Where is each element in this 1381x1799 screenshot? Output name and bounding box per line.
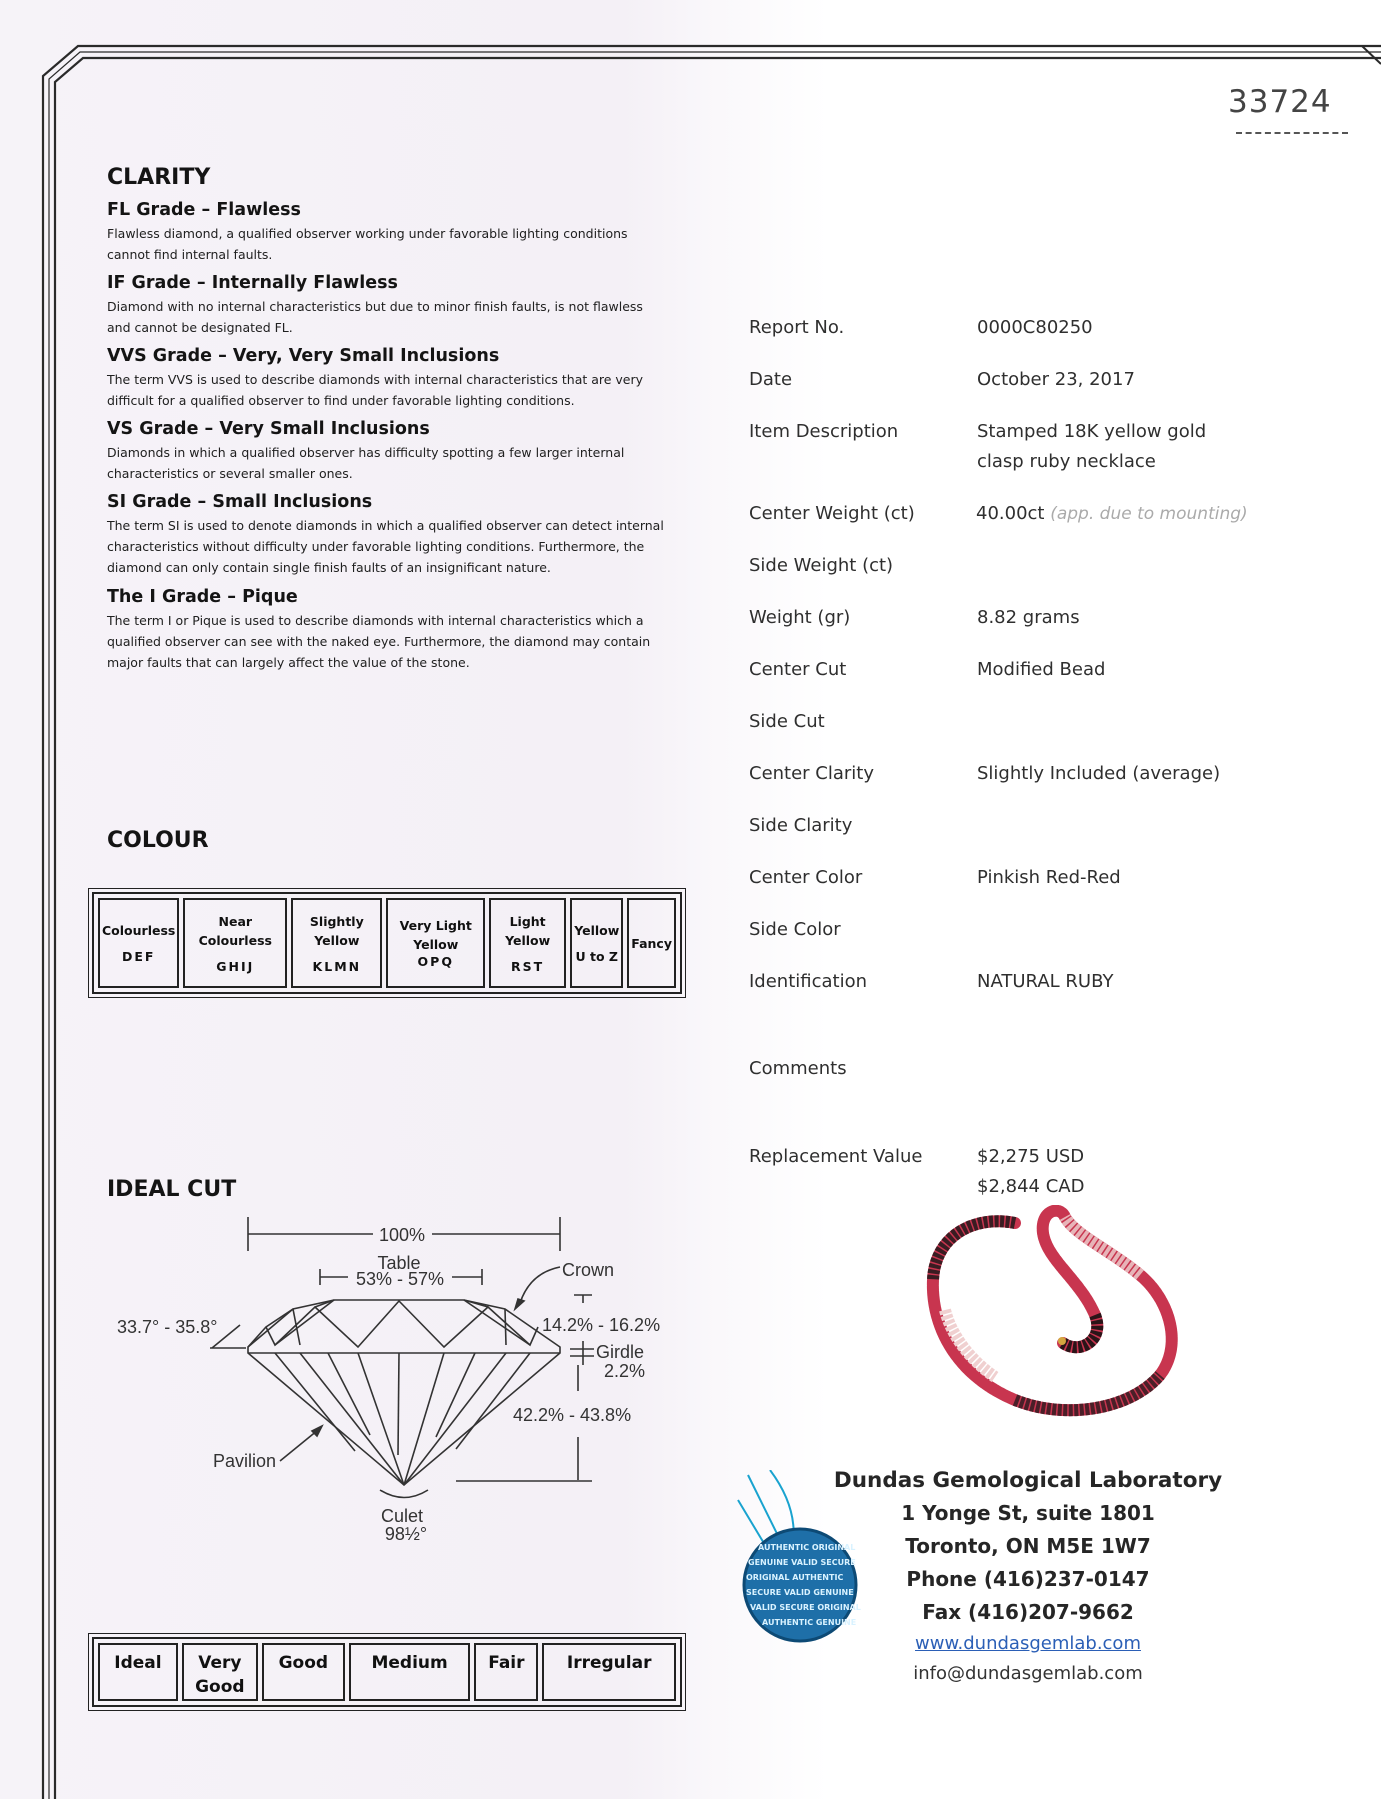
grade-description: Flawless diamond, a qualified observer working under favorable lighting conditions cannot find internal faults. (107, 226, 628, 262)
colour-cell (570, 898, 623, 988)
colour-cell (627, 898, 676, 988)
row-label: Weight (gr) (749, 607, 851, 628)
crown-height: 14.2% - 16.2% (542, 1315, 661, 1335)
table-label: Table (377, 1253, 421, 1273)
row-label: Side Cut (749, 711, 825, 732)
value-cad: $2,844 CAD (977, 1176, 1085, 1197)
table-range: 53% - 57% (355, 1269, 445, 1289)
row-value (977, 1142, 1084, 1202)
lab-website-link[interactable]: www.dundasgemlab.com (915, 1633, 1141, 1654)
clarity-grade-fl (107, 200, 687, 265)
value-line-1: Stamped 18K yellow gold (977, 421, 1207, 442)
row-label: Side Weight (ct) (749, 555, 894, 576)
colour-letters: DEF (121, 949, 156, 964)
crown-angle: 33.7° - 35.8° (117, 1317, 218, 1337)
clarity-grade-if (107, 273, 687, 338)
colour-letters: RST (511, 958, 545, 974)
value-text: 40.00ct (976, 503, 1045, 524)
cut-grade-cell: Very Good (182, 1643, 258, 1701)
hologram-text: ORIGINAL AUTHENTIC (746, 1573, 844, 1582)
lab-name: Dundas Gemological Laboratory (833, 1468, 1223, 1493)
row-value: October 23, 2017 (977, 369, 1135, 390)
hologram-text: GENUINE VALID SECURE (748, 1558, 856, 1567)
clarity-grade-si (107, 492, 687, 578)
pavilion-label: Pavilion (213, 1451, 277, 1471)
row-label: Replacement Value (749, 1146, 923, 1167)
colour-letters: GHIJ (216, 958, 255, 974)
hologram-text: AUTHENTIC GENUINE (762, 1618, 857, 1627)
colour-name: Yellow (574, 923, 620, 938)
row-label: Side Clarity (749, 815, 853, 836)
width-label: 100% (378, 1225, 426, 1245)
clarity-grade-vvs (107, 346, 687, 411)
colour-name: Slightly Yellow (309, 913, 364, 948)
lab-fax: Fax (416)207-9662 (922, 1600, 1134, 1624)
colour-cell (98, 898, 179, 988)
culet-label: Culet (380, 1506, 424, 1526)
girdle-label: Girdle (596, 1342, 645, 1362)
row-label: Comments (749, 1058, 847, 1079)
grade-description: The term I or Pique is used to describe diamonds with internal characteristics which a qualified observer can see with the naked eye. Furthermore, the diamond may contain major faults that can largely affect the value of the stone. (107, 613, 651, 670)
cut-grade-cell: Irregular (542, 1643, 676, 1701)
ideal-cut-title: IDEAL CUT (107, 1177, 237, 1202)
serial-underline (1236, 132, 1348, 134)
colour-cell (183, 898, 287, 988)
colour-letters: OPQ (417, 954, 454, 969)
crown-label: Crown (562, 1260, 615, 1280)
row-label: Center Weight (ct) (749, 503, 915, 524)
row-value: Modified Bead (977, 659, 1106, 680)
grade-description: Diamonds in which a qualified observer has difficulty spotting a few larger internal characteristics or several smaller ones. (107, 445, 625, 481)
colour-letters: KLMN (312, 958, 362, 974)
row-label: Date (749, 369, 793, 390)
lab-phone: Phone (416)237-0147 (906, 1567, 1150, 1591)
cut-grade-cell: Good (262, 1643, 345, 1701)
colour-cell (386, 898, 485, 988)
necklace-photo (915, 1205, 1195, 1435)
colour-cell (291, 898, 382, 988)
grade-description: Diamond with no internal characteristics but due to minor finish faults, is not flawless and cannot be designated FL. (107, 299, 643, 335)
grade-heading: IF Grade – Internally Flawless (107, 273, 398, 293)
grade-heading: SI Grade – Small Inclusions (107, 492, 373, 512)
serial-number (1228, 84, 1356, 140)
colour-name: Near Colourless (198, 913, 272, 948)
value-note: (app. due to mounting) (1050, 504, 1248, 524)
row-value (976, 499, 1248, 529)
row-value (977, 417, 1206, 477)
grade-heading: VVS Grade – Very, Very Small Inclusions (107, 346, 500, 366)
colour-cell (489, 898, 566, 988)
clarity-grade-i (107, 587, 687, 673)
colour-name: Colourless (102, 923, 176, 938)
serial-number-text: 33724 (1228, 84, 1332, 120)
row-label: Center Cut (749, 659, 847, 680)
lab-email: info@dundasgemlab.com (913, 1663, 1143, 1684)
ideal-cut-diagram (100, 1205, 690, 1555)
colour-name: Very Light Yellow (399, 918, 472, 952)
row-label: Identification (749, 971, 868, 992)
colour-letters: U to Z (575, 949, 618, 964)
colour-name: Light Yellow (505, 913, 551, 948)
grade-heading: The I Grade – Pique (107, 587, 298, 607)
lab-contact (828, 1464, 1228, 1689)
clarity-title: CLARITY (107, 165, 211, 190)
girdle-value: 2.2% (604, 1361, 646, 1381)
row-value: 0000C80250 (977, 317, 1093, 338)
grade-heading: FL Grade – Flawless (107, 200, 301, 220)
grade-heading: VS Grade – Very Small Inclusions (107, 419, 430, 439)
cut-grade-cell: Medium (349, 1643, 471, 1701)
cut-grade-table (92, 1637, 682, 1707)
lab-address-line2: Toronto, ON M5E 1W7 (905, 1534, 1151, 1558)
grade-description: The term SI is used to denote diamonds in which a qualified observer can detect internal characteristics without difficulty under favorable lighting conditions. Furthermore, the diamond can only contain single finish faults of an insignificant nature. (107, 518, 664, 575)
hologram-text: AUTHENTIC ORIGINAL (758, 1543, 856, 1552)
row-value: Slightly Included (average) (977, 763, 1221, 784)
grade-description: The term VVS is used to describe diamonds with internal characteristics that are very difficult for a qualified observer to find under favorable lighting conditions. (107, 372, 644, 408)
hologram-text: SECURE VALID GENUINE (746, 1588, 854, 1597)
culet-value: 98½° (384, 1524, 428, 1544)
cut-grade-cell: Ideal (98, 1643, 178, 1701)
row-label: Item Description (749, 421, 899, 442)
row-label: Center Color (749, 867, 863, 888)
row-label: Side Color (749, 919, 841, 940)
row-label: Report No. (749, 317, 845, 338)
colour-scale-table (92, 892, 682, 994)
row-value: Pinkish Red-Red (977, 867, 1121, 888)
value-usd: $2,275 USD (977, 1146, 1085, 1167)
row-value: 8.82 grams (977, 607, 1080, 628)
value-line-2: clasp ruby necklace (977, 451, 1156, 472)
row-label: Center Clarity (749, 763, 875, 784)
cut-grade-cell: Fair (474, 1643, 538, 1701)
colour-title: COLOUR (107, 828, 209, 853)
clarity-grade-vs (107, 419, 687, 484)
colour-name: Fancy (631, 935, 672, 951)
lab-address-line1: 1 Yonge St, suite 1801 (901, 1501, 1155, 1525)
hologram-text: VALID SECURE ORIGINAL (750, 1603, 861, 1612)
pavilion-depth: 42.2% - 43.8% (513, 1405, 632, 1425)
row-value: NATURAL RUBY (977, 971, 1114, 992)
